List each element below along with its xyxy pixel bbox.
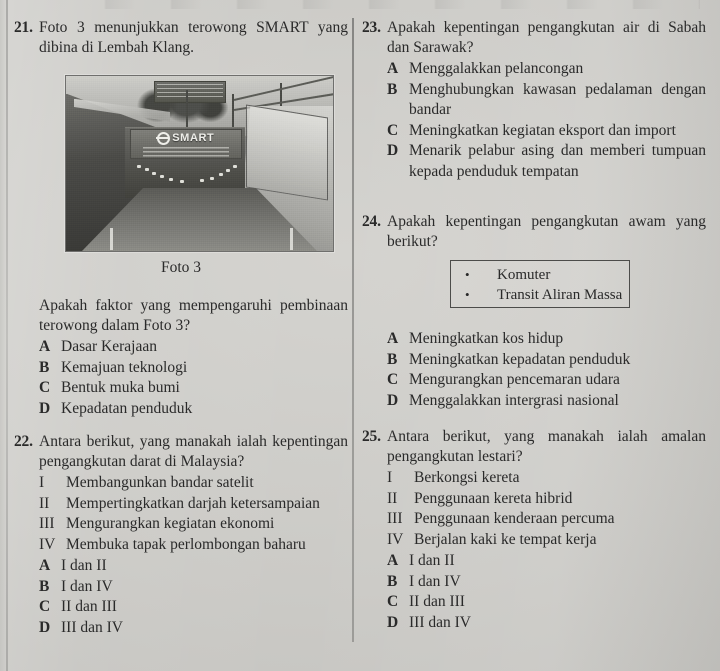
option-24-D-key: D <box>387 391 399 409</box>
question-22-stem: Antara berikut, yang manakah ialah kepentingan pengangkutan darat di Malaysia? <box>39 433 348 470</box>
option-21-C[interactable] <box>39 378 348 399</box>
question-21-number: 21. <box>14 19 33 36</box>
roman-25-II-text: Penggunaan kereta hibrid <box>414 489 573 507</box>
option-25-D-key: D <box>387 613 399 631</box>
option-22-A[interactable] <box>39 556 348 577</box>
option-25-A-key: A <box>387 552 399 569</box>
stimulus-item-transit-text: Transit Aliran Massa <box>497 287 623 303</box>
option-23-D-text: Menarik pelabur asing dan memberi tumpuan kepada penduduk tempatan <box>409 142 706 180</box>
question-21-header <box>14 18 348 58</box>
option-23-A[interactable] <box>387 59 706 80</box>
question-25 <box>362 427 706 633</box>
option-22-D[interactable] <box>39 618 348 639</box>
option-21-B[interactable] <box>39 358 348 379</box>
option-22-B-text: I dan IV <box>61 577 113 595</box>
option-21-A-key: A <box>39 338 51 355</box>
option-23-D-key: D <box>387 142 399 159</box>
option-21-C-text: Bentuk muka bumi <box>61 379 180 396</box>
option-21-D-key: D <box>39 399 51 417</box>
roman-22-III-key: III <box>39 515 55 532</box>
right-column <box>362 0 706 671</box>
figure-foto-3 <box>65 75 334 252</box>
roman-22-II <box>39 494 348 515</box>
question-22-options <box>14 556 348 638</box>
option-24-C[interactable] <box>387 370 706 391</box>
option-24-A-key: A <box>387 330 399 347</box>
option-24-A[interactable] <box>387 329 706 350</box>
column-divider <box>352 18 354 642</box>
option-25-B-text: I dan IV <box>409 572 461 590</box>
option-25-B-key: B <box>387 572 398 590</box>
roman-22-III <box>39 514 348 535</box>
option-21-C-key: C <box>39 379 51 396</box>
option-23-C[interactable] <box>387 121 706 142</box>
option-24-B-key: B <box>387 350 398 368</box>
option-23-B-key: B <box>387 80 398 98</box>
roman-25-III-key: III <box>387 510 403 527</box>
stimulus-item-komuter-text: Komuter <box>497 267 551 283</box>
option-25-D[interactable] <box>387 613 706 634</box>
option-25-C-key: C <box>387 593 399 610</box>
option-21-D-text: Kepadatan penduduk <box>61 399 193 417</box>
option-22-D-text: III dan IV <box>61 618 123 636</box>
roman-25-III-text: Penggunaan kenderaan percuma <box>414 510 615 527</box>
question-25-number: 25. <box>362 428 381 445</box>
option-23-C-text: Meningkatkan kegiatan eksport dan import <box>409 121 676 139</box>
roman-22-I <box>39 473 348 494</box>
question-25-header <box>362 427 706 467</box>
option-22-C-text: II dan III <box>61 598 117 615</box>
question-21-body <box>14 296 348 419</box>
roman-22-IV-text: Membuka tapak perlombongan baharu <box>66 535 306 553</box>
roman-22-II-key: II <box>39 494 50 512</box>
option-25-B[interactable] <box>387 572 706 593</box>
option-24-D[interactable] <box>387 391 706 412</box>
question-24-header <box>362 212 706 252</box>
option-24-B[interactable] <box>387 350 706 371</box>
stimulus-item-transit <box>451 285 629 305</box>
roman-25-I <box>387 468 706 489</box>
question-21 <box>14 18 348 58</box>
roman-25-II <box>387 489 706 510</box>
photo-grain-overlay <box>66 76 333 251</box>
option-24-C-text: Mengurangkan pencemaran udara <box>409 371 620 388</box>
roman-25-I-key: I <box>387 469 393 486</box>
option-22-C-key: C <box>39 598 51 615</box>
left-column <box>14 0 348 671</box>
question-23-header <box>362 18 706 58</box>
question-21-substem: Apakah faktor yang mempengaruhi pembinaan terowong dalam Foto 3? <box>39 297 348 334</box>
option-21-A[interactable] <box>39 337 348 358</box>
option-22-B[interactable] <box>39 577 348 598</box>
option-24-C-key: C <box>387 371 399 388</box>
option-24-D-text: Menggalakkan intergrasi nasional <box>409 391 619 409</box>
question-25-roman-items <box>362 468 706 550</box>
question-23-options <box>362 59 706 182</box>
option-25-D-text: III dan IV <box>409 613 471 631</box>
question-24-stimulus-box <box>450 260 630 308</box>
option-21-D[interactable] <box>39 399 348 420</box>
question-24-options <box>362 329 706 411</box>
option-21-B-text: Kemajuan teknologi <box>61 358 188 376</box>
option-25-C-text: II dan III <box>409 593 465 610</box>
smart-wordmark: SMART <box>172 132 215 145</box>
photo-smart-tunnel <box>66 76 333 251</box>
roman-22-IV <box>39 535 348 556</box>
roman-22-I-key: I <box>39 474 45 491</box>
roman-25-I-text: Berkongsi kereta <box>414 469 520 486</box>
question-25-stem: Antara berikut, yang manakah ialah amalan pengangkutan lestari? <box>387 428 706 465</box>
question-24-stem: Apakah kepentingan pengangkutan awam yang berikut? <box>387 213 706 250</box>
roman-22-IV-key: IV <box>39 535 56 553</box>
roman-22-II-text: Mempertingkatkan darjah ketersampaian <box>66 494 320 512</box>
question-23-stem: Apakah kepentingan pengangkutan air di Sabah dan Sarawak? <box>387 19 706 56</box>
option-23-A-key: A <box>387 60 399 77</box>
question-22 <box>14 432 348 638</box>
roman-25-IV-text: Berjalan kaki ke tempat kerja <box>414 530 597 548</box>
bullet-icon: • <box>465 267 470 282</box>
bullet-icon: • <box>465 287 470 302</box>
option-23-A-text: Menggalakkan pelancongan <box>409 60 584 77</box>
option-23-B-text: Menghubungkan kawasan pedalaman dengan bandar <box>409 80 706 118</box>
roman-25-II-key: II <box>387 489 398 507</box>
option-22-A-text: I dan II <box>61 557 107 574</box>
stimulus-item-komuter <box>451 265 629 285</box>
roman-25-IV <box>387 530 706 551</box>
question-24-number: 24. <box>362 213 381 230</box>
question-21-options <box>14 337 348 419</box>
option-22-C[interactable] <box>39 597 348 618</box>
question-25-options <box>362 551 706 633</box>
question-24-options-wrap <box>362 328 706 411</box>
roman-25-IV-key: IV <box>387 530 404 548</box>
roman-22-III-text: Mengurangkan kegiatan ekonomi <box>66 515 275 532</box>
option-21-B-key: B <box>39 358 50 376</box>
option-22-B-key: B <box>39 577 50 595</box>
option-24-A-text: Meningkatkan kos hidup <box>409 330 564 347</box>
roman-22-I-text: Membangunkan bandar satelit <box>66 474 254 491</box>
figure-caption-foto-3: Foto 3 <box>160 259 202 276</box>
option-21-A-text: Dasar Kerajaan <box>61 338 157 355</box>
option-25-A-text: I dan II <box>409 552 455 569</box>
option-23-D[interactable] <box>387 141 706 182</box>
option-25-C[interactable] <box>387 592 706 613</box>
option-24-B-text: Meningkatkan kepadatan penduduk <box>409 350 631 368</box>
option-25-A[interactable] <box>387 551 706 572</box>
option-23-B[interactable] <box>387 80 706 121</box>
roman-25-III <box>387 509 706 530</box>
page-left-edge-line <box>6 0 8 671</box>
option-22-D-key: D <box>39 618 51 636</box>
question-24 <box>362 212 706 252</box>
question-23 <box>362 18 706 182</box>
question-22-number: 22. <box>14 433 33 450</box>
question-22-roman-items <box>14 473 348 555</box>
question-22-header <box>14 432 348 472</box>
question-21-stem: Foto 3 menunjukkan terowong SMART yang dibina di Lembah Klang. <box>39 19 348 56</box>
option-22-A-key: A <box>39 557 51 574</box>
question-23-number: 23. <box>362 19 381 36</box>
option-23-C-key: C <box>387 121 399 139</box>
